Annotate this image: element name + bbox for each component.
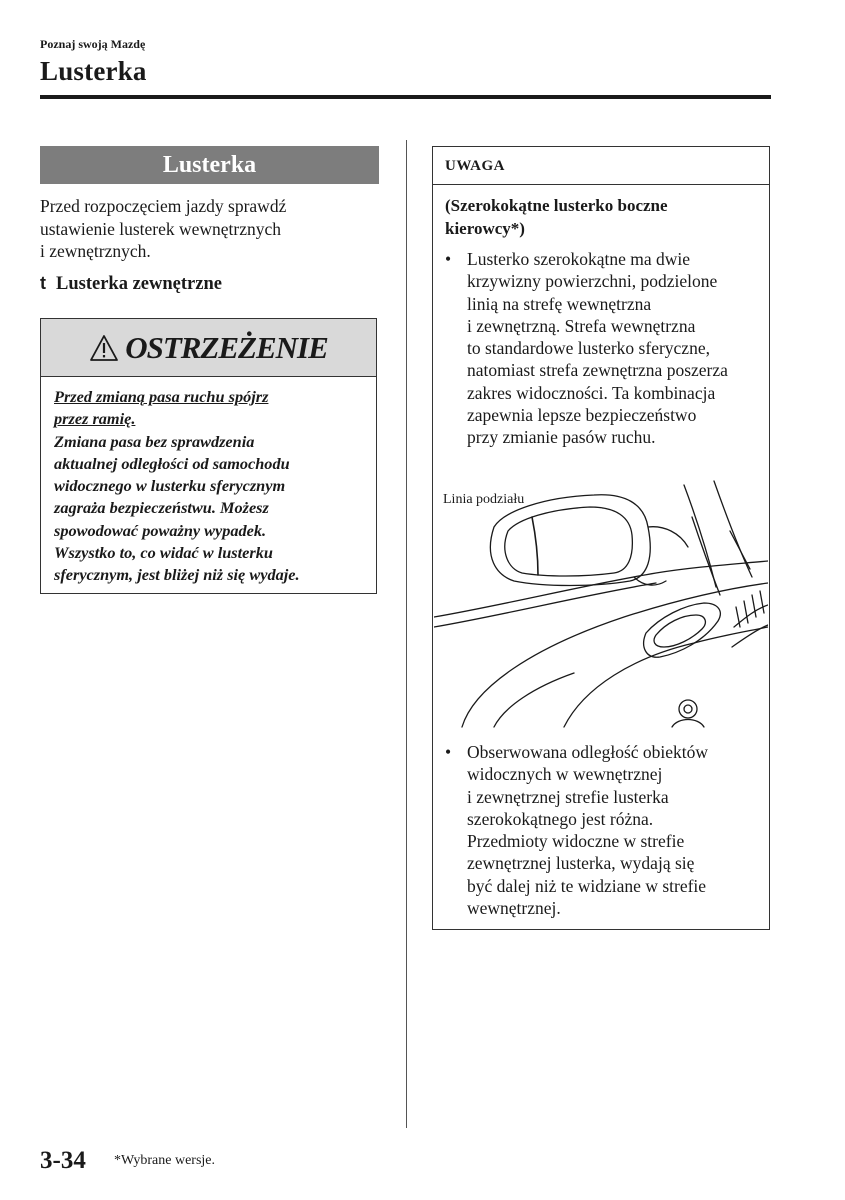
warning-line: zagraża bezpieczeństwu. Możesz	[54, 498, 269, 518]
subheading	[40, 273, 222, 295]
warning-line: aktualnej odległości od samochodu	[54, 453, 290, 473]
subheading-marker: t	[40, 273, 46, 293]
note-line: widocznych w wewnętrznej	[467, 764, 663, 785]
warning-box	[40, 318, 377, 594]
note-bullet-item	[445, 741, 765, 919]
warning-line-underlined: przez ramię.	[54, 409, 136, 429]
section-title: Lusterka	[40, 146, 379, 184]
note-line: zewnętrznej lusterka, wydają się	[467, 853, 695, 874]
note-box	[432, 146, 770, 930]
page-number: 3-34	[40, 1147, 86, 1174]
warning-triangle-icon	[89, 334, 119, 362]
footnote: *Wybrane wersje.	[114, 1153, 216, 1168]
subheading-text: Lusterka zewnętrzne	[56, 274, 222, 294]
note-line: natomiast strefa zewnętrzna poszerza	[467, 360, 728, 381]
intro-line: i zewnętrznych.	[40, 241, 151, 261]
note-line: i zewnętrznej strefie lusterka	[467, 786, 669, 807]
warning-line: Wszystko to, co widać w lusterku	[54, 543, 273, 563]
note-line: być dalej niż te widziane w strefie	[467, 875, 707, 896]
note-line: krzywizny powierzchni, podzielone	[467, 271, 718, 292]
intro-line: ustawienie lusterek wewnętrznych	[40, 218, 282, 239]
note-line: zakres widoczności. Ta kombinacja	[467, 382, 716, 403]
warning-line: Zmiana pasa bez sprawdzenia	[54, 431, 255, 451]
note-line: linią na strefę wewnętrzna	[467, 293, 652, 314]
illustration-label: Linia podziału	[443, 492, 525, 507]
note-subheading-line: kierowcy*)	[445, 219, 525, 238]
note-title: UWAGA	[433, 147, 769, 185]
note-line: to standardowe lusterko sferyczne,	[467, 338, 710, 359]
warning-body	[54, 386, 374, 587]
warning-title: OSTRZEŻENIE	[125, 329, 328, 365]
note-subheading-line: (Szerokokątne lusterko boczne	[445, 196, 668, 215]
note-subheading	[445, 194, 668, 240]
note-bullet-item	[445, 248, 765, 449]
note-line: Obserwowana odległość obiektów	[467, 742, 709, 762]
note-line: szerokokątnego jest różna.	[467, 808, 654, 829]
intro-line: Przed rozpoczęciem jazdy sprawdź	[40, 196, 287, 216]
warning-line: sferycznym, jest bliżej niż się wydaje.	[54, 565, 300, 585]
side-mirror-illustration	[434, 477, 768, 735]
note-line: Lusterko szerokokątne ma dwie	[467, 249, 691, 269]
note-line: zapewnia lepsze bezpieczeństwo	[467, 405, 697, 426]
warning-line-underlined: Przed zmianą pasa ruchu spójrz	[54, 387, 269, 406]
warning-header	[41, 319, 376, 377]
breadcrumb: Poznaj swoją Mazdę	[40, 37, 146, 51]
note-line: Przedmioty widoczne w strefie	[467, 831, 685, 852]
title-divider	[40, 95, 771, 99]
page-title: Lusterka	[40, 56, 147, 86]
warning-line: widocznego w lusterku sferycznym	[54, 476, 286, 496]
column-divider	[406, 140, 407, 1128]
intro-paragraph	[40, 195, 380, 263]
bullet-dot: •	[445, 249, 452, 269]
note-line: wewnętrznej.	[467, 898, 561, 919]
note-line: i zewnętrzną. Strefa wewnętrzna	[467, 315, 696, 336]
note-line: przy zmianie pasów ruchu.	[467, 427, 656, 448]
bullet-dot: •	[445, 742, 452, 762]
warning-line: spowodować poważny wypadek.	[54, 520, 267, 540]
